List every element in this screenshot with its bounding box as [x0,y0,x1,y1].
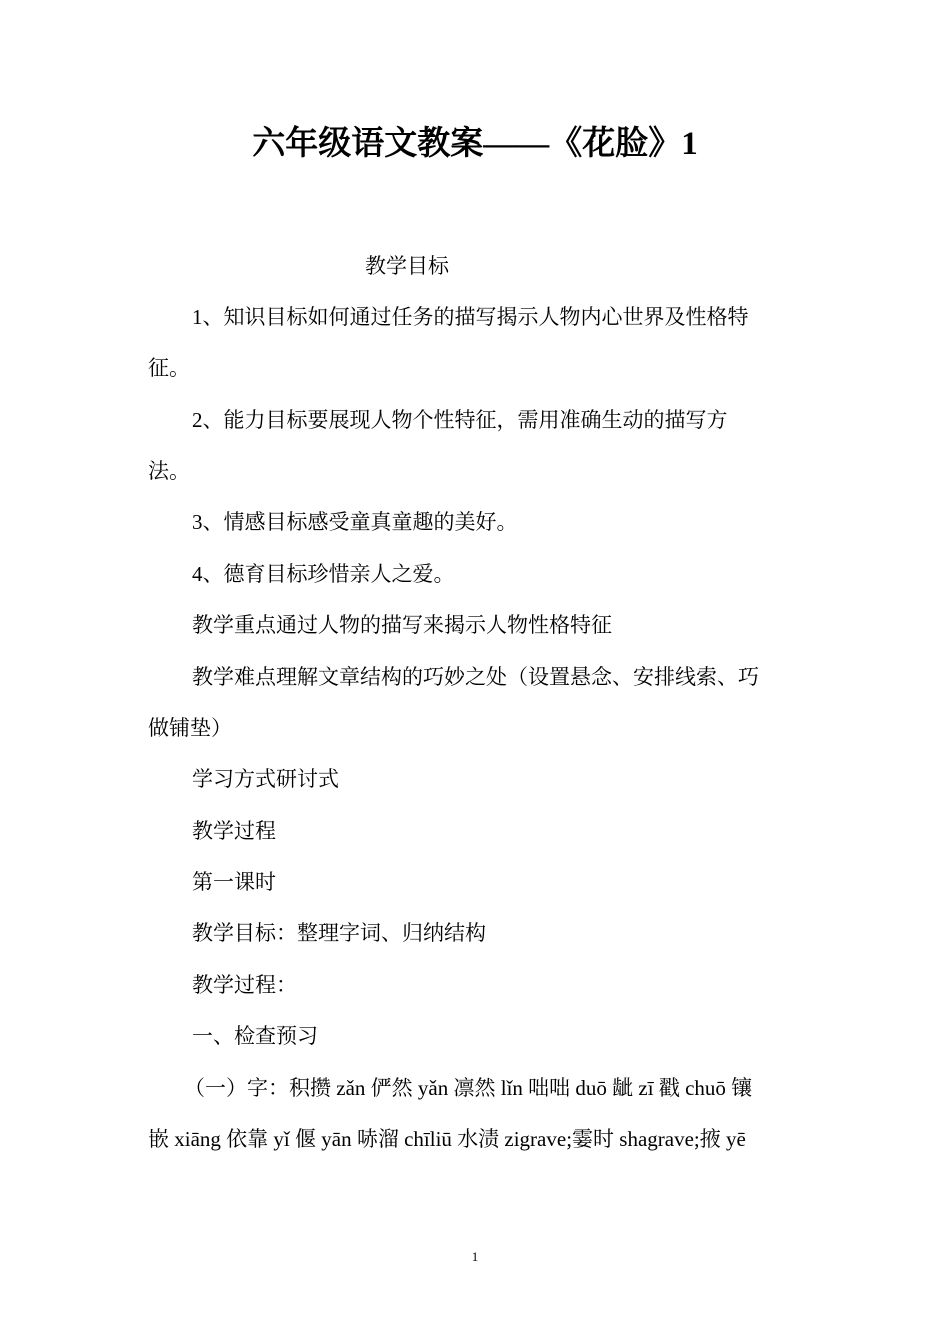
vocab-pinyin: zigrave; [499,1127,573,1151]
objective-4 [192,559,455,589]
objective-2-line2: 法。 [148,459,190,483]
objective-3-number: 3 [192,510,203,534]
vocab-pinyin: zǎn [331,1076,371,1100]
objective-1-text: 、知识目标如何通过任务的描写揭示人物内心世界及性格特 [202,305,749,329]
objective-3 [192,507,518,537]
objective-2-text: 、能力目标要展现人物个性特征，需用准确生动的描写方 [202,408,728,432]
teaching-process: 教学过程 [192,819,276,843]
page-number: 1 [471,1249,479,1264]
objective-3-text: 、情感目标感受童真童趣的美好。 [202,510,518,534]
vocab-chars: 戳 [658,1076,680,1100]
lesson-goal: 教学目标：整理字词、归纳结构 [192,921,486,945]
objective-4-text: 、德育目标珍惜亲人之爱。 [202,562,455,586]
vocab-chars: 嵌 [148,1127,169,1151]
objective-1-number: 1 [192,305,203,329]
difficulty-line2: 做铺垫） [148,716,232,740]
objective-1-line2: 征。 [148,356,190,380]
vocab-chars: 凛然 [453,1076,496,1100]
vocab-pinyin: chuō [679,1076,732,1100]
vocab-pinyin: lǐn [495,1076,529,1100]
first-lesson: 第一课时 [192,870,276,894]
vocab-pinyin: duō [570,1076,613,1100]
vocab-pinyin: zī [633,1076,659,1100]
vocab-chars: 龇 [612,1076,634,1100]
vocab-chars: 水渍 [457,1127,500,1151]
objective-1-line1 [192,302,749,332]
vocab-chars: （一）字：积攒 [184,1076,331,1100]
vocab-pinyin: yān [316,1127,357,1151]
step-1-heading: 一、检查预习 [192,1024,318,1048]
vocab-chars: 镶 [731,1076,753,1100]
difficulty-line1: 教学难点理解文章结构的巧妙之处（设置悬念、安排线索、巧 [192,665,759,689]
vocab-chars: 偃 [295,1127,316,1151]
vocab-pinyin: shagrave; [614,1127,700,1151]
vocab-chars: 掖 [699,1127,721,1151]
vocab-chars: 霎时 [572,1127,615,1151]
vocab-chars: 咄咄 [528,1076,571,1100]
vocab-line1 [184,1073,752,1103]
section-heading: 教学目标 [365,254,449,278]
vocab-line2 [148,1124,746,1154]
key-point: 教学重点通过人物的描写来揭示人物性格特征 [192,613,612,637]
document-title: 六年级语文教案——《花脸》1 [252,126,698,162]
vocab-chars: 俨然 [370,1076,413,1100]
objective-4-number: 4 [192,562,203,586]
vocab-pinyin: yē [720,1127,746,1151]
objective-2-line1 [192,405,728,435]
vocab-pinyin: xiāng [169,1127,227,1151]
vocab-pinyin: chīliū [398,1127,458,1151]
vocab-chars: 依靠 [226,1127,269,1151]
lesson-process: 教学过程： [192,973,297,997]
objective-2-number: 2 [192,408,203,432]
learning-method: 学习方式研讨式 [192,767,339,791]
vocab-chars: 哧溜 [356,1127,399,1151]
vocab-pinyin: yǎn [412,1076,454,1100]
vocab-pinyin: yǐ [268,1127,295,1151]
